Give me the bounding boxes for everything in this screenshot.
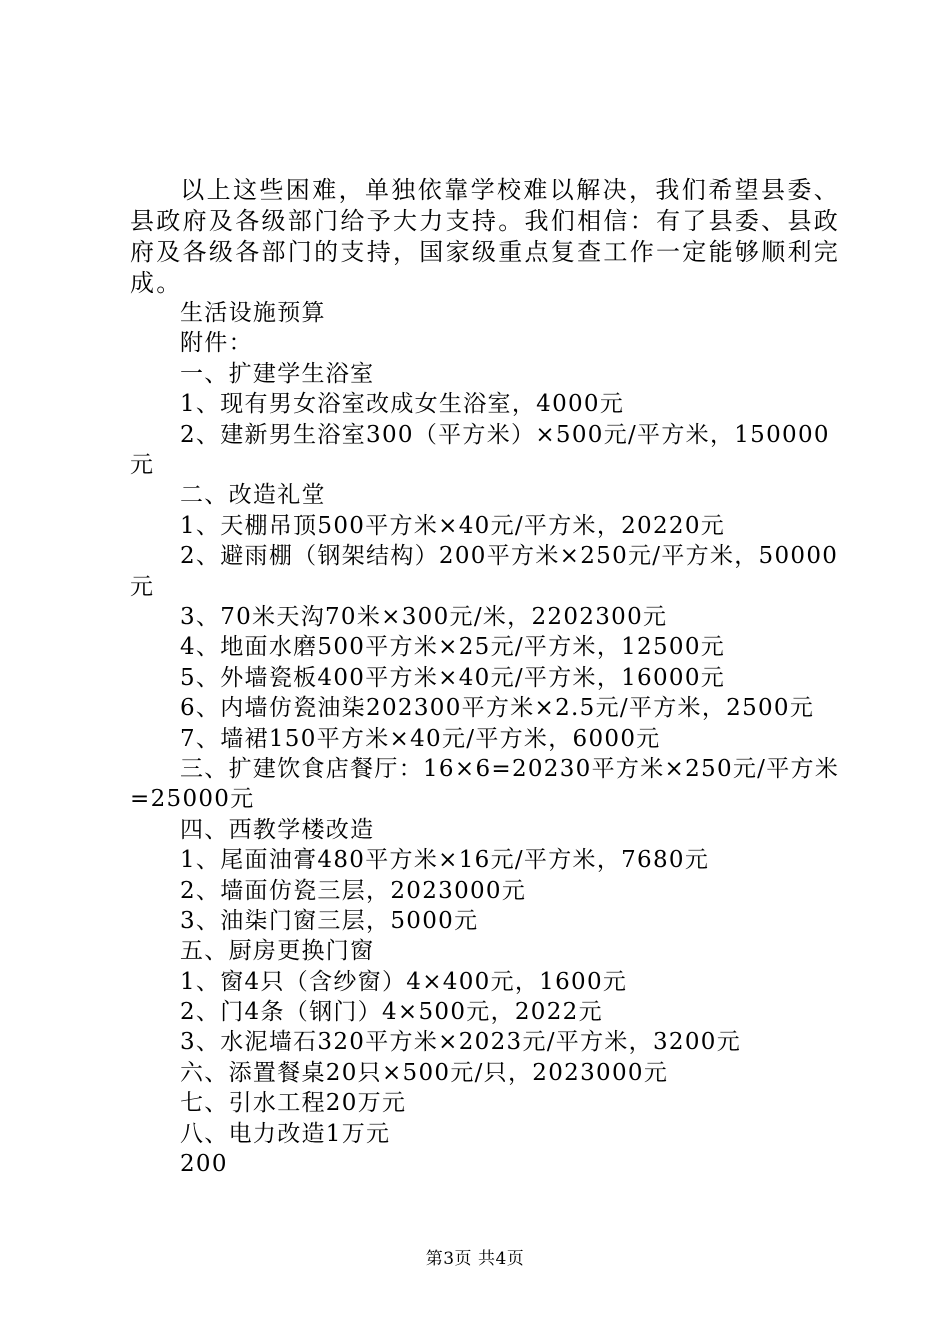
budget-item: 3、油柒门窗三层，5000元	[180, 907, 479, 934]
section-heading: 二、改造礼堂	[180, 482, 326, 509]
budget-item: 5、外墙瓷板400平方米×40元/平方米，16000元	[180, 664, 726, 691]
budget-list	[130, 298, 842, 1179]
attachment-label: 附件：	[180, 330, 253, 357]
budget-item: 2、避雨棚（钢架结构）200平方米×250元/平方米，50000元	[130, 543, 839, 600]
budget-item: 1、现有男女浴室改成女生浴室，4000元	[180, 391, 625, 418]
section-heading: 一、扩建学生浴室	[180, 360, 375, 387]
section-heading: 四、西教学楼改造	[180, 816, 375, 843]
intro-text: 以上这些困难，单独依靠学校难以解决，我们希望县委、县政府及各级部门给予大力支持。我们相信：有了县委、县政府及各级各部门的支持，国家级重点复查工作一定能够顺利完成。	[130, 176, 840, 297]
budget-item: 1、窗4只（含纱窗）4×400元，1600元	[180, 968, 628, 995]
trailing-number: 200	[180, 1151, 228, 1178]
budget-item: 6、内墙仿瓷油柒202300平方米×2.5元/平方米，2500元	[180, 695, 815, 722]
intro-paragraph	[130, 175, 840, 299]
budget-item: 1、尾面油膏480平方米×16元/平方米，7680元	[180, 847, 710, 874]
budget-item: 1、天棚吊顶500平方米×40元/平方米，20220元	[180, 512, 726, 539]
budget-item: 2、建新男生浴室300（平方米）×500元/平方米，150000元	[130, 421, 830, 478]
budget-item: 4、地面水磨500平方米×25元/平方米，12500元	[180, 634, 726, 661]
budget-item: 2、墙面仿瓷三层，2023000元	[180, 877, 527, 904]
budget-item: 3、水泥墙石320平方米×2023元/平方米，3200元	[180, 1029, 742, 1056]
section-heading: 七、引水工程20万元	[180, 1090, 407, 1117]
budget-item: 2、门4条（钢门）4×500元，2022元	[180, 999, 603, 1026]
section-heading: 六、添置餐桌20只×500元/只，2023000元	[180, 1059, 669, 1086]
budget-item: 7、墙裙150平方米×40元/平方米，6000元	[180, 725, 661, 752]
section-heading: 五、厨房更换门窗	[180, 938, 375, 965]
section-heading: 三、扩建饮食店餐厅：16×6=20230平方米×250元/平方米=25000元	[130, 755, 840, 813]
budget-item: 3、70米天沟70米×300元/米，2202300元	[180, 603, 668, 630]
section-heading: 八、电力改造1万元	[180, 1120, 391, 1147]
budget-heading: 生活设施预算	[180, 300, 326, 326]
page-footer: 第3页 共4页	[425, 1249, 525, 1269]
